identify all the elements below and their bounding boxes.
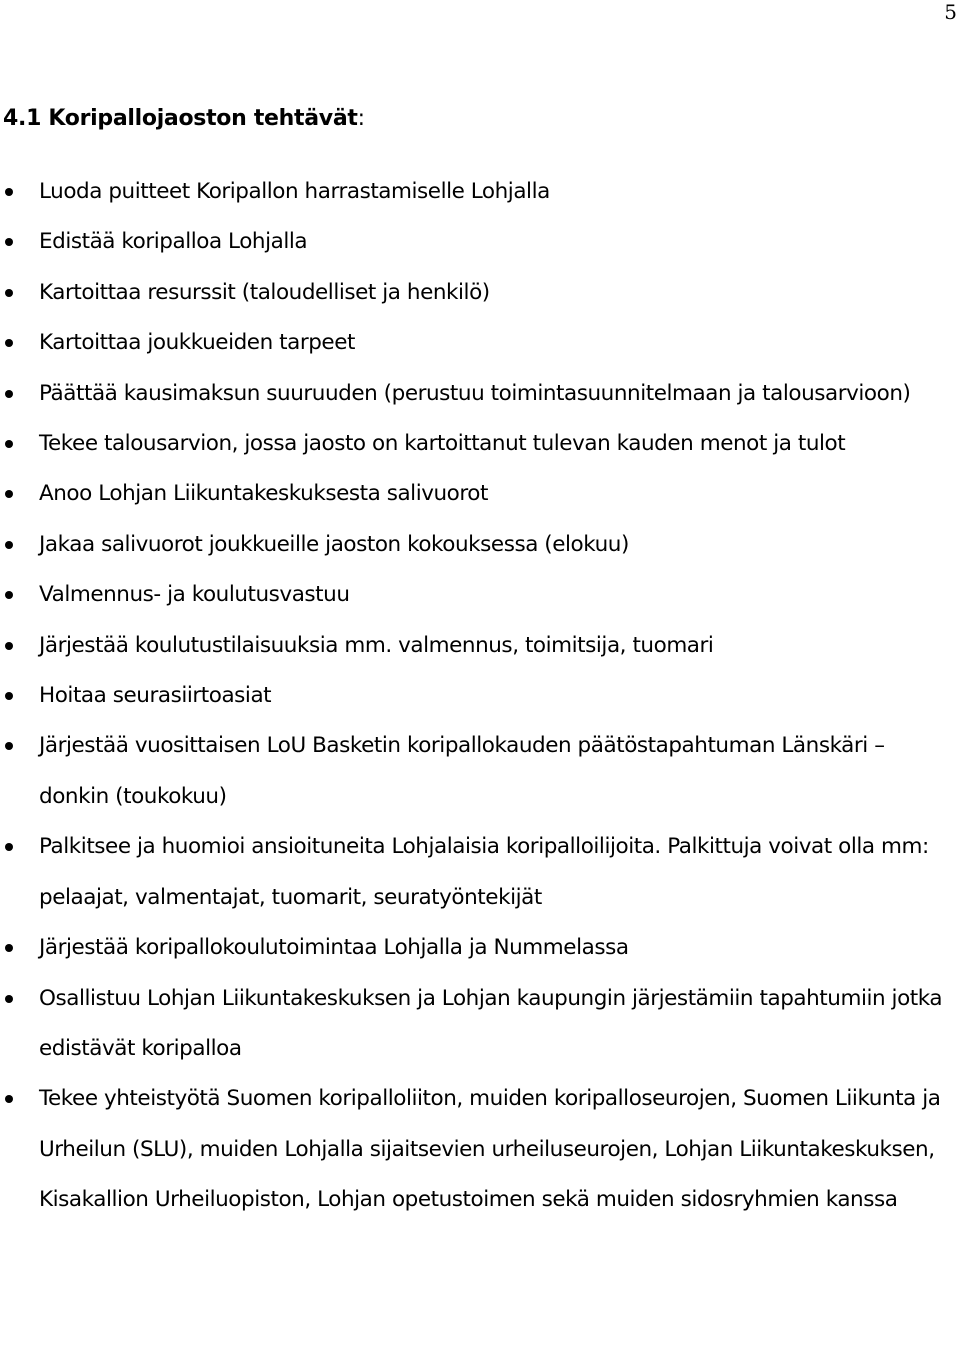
list-item-text: Tekee talousarvion, jossa jaosto on kartoittanut tulevan kauden menot ja tulot [39, 431, 846, 457]
list-item-text: Luoda puitteet Koripallon harrastamiselle Lohjalla [39, 179, 550, 204]
list-item [0, 1074, 958, 1225]
list-item [0, 469, 958, 519]
bullet-icon [5, 1095, 13, 1103]
list-item [0, 621, 958, 671]
list-item-text: Järjestää vuosittaisen LoU Basketin koripallokauden päätöstapahtuman Länskäri –donkin (toukokuu) [39, 733, 885, 809]
list-item-text: Edistää koripalloa Lohjalla [39, 229, 308, 255]
bullet-icon [5, 541, 13, 549]
list-item-text: Palkitsee ja huomioi ansioituneita Lohjalaisia koripalloilijoita. Palkittuja voivat olla mm: pelaajat, valmentajat, tuomarit, seuratyöntekijät [39, 834, 929, 910]
bullet-icon [5, 490, 13, 498]
list-item [0, 974, 958, 1075]
list-item-text: Järjestää koripallokoulutoimintaa Lohjalla ja Nummelassa [39, 935, 629, 961]
list-item [0, 369, 958, 419]
list-item-text: Valmennus- ja koulutusvastuu [39, 582, 350, 608]
list-item [0, 419, 958, 469]
bullet-icon [5, 944, 13, 952]
bullet-icon [5, 390, 13, 398]
list-item-text: Osallistuu Lohjan Liikuntakeskuksen ja Lohjan kaupungin järjestämiin tapahtumiin jotka edistävät koripalloa [39, 985, 943, 1061]
bullet-icon [5, 642, 13, 650]
bullet-icon [5, 995, 13, 1003]
section-heading-colon: : [357, 106, 365, 131]
section-heading [3, 105, 365, 133]
list-item-text: Hoitaa seurasiirtoasiat [39, 683, 272, 709]
bullet-icon [5, 238, 13, 246]
list-item [0, 217, 958, 267]
list-item-text: Kartoittaa joukkueiden tarpeet [39, 330, 355, 356]
bullet-icon [5, 289, 13, 297]
bullet-icon [5, 843, 13, 851]
list-item [0, 318, 958, 368]
list-item-text: Järjestää koulutustilaisuuksia mm. valmennus, toimitsija, tuomari [39, 632, 714, 658]
list-item [0, 167, 958, 217]
list-item [0, 923, 958, 973]
task-list [0, 167, 958, 1226]
section-heading-title: 4.1 Koripallojaoston tehtävät [3, 106, 358, 131]
list-item-text: Kartoittaa resurssit (taloudelliset ja henkilö) [39, 279, 490, 305]
list-item-text: Tekee yhteistyötä Suomen koripalloliiton, muiden koripalloseurojen, Suomen Liikunta ja Urheilun (SLU), muiden Lohjalla sijaitsevien urheiluseurojen, Lohjan Liikuntakeskuksen, Kisakallion Urheiluopiston, Lohjan opetustoimen sekä muiden sidosryhmien kanssa [39, 1086, 941, 1213]
list-item [0, 822, 958, 923]
bullet-icon [5, 591, 13, 599]
page-number: 5 [944, 0, 957, 24]
bullet-icon [5, 742, 13, 750]
bullet-icon [5, 188, 13, 196]
list-item [0, 721, 958, 822]
bullet-icon [5, 692, 13, 700]
list-item [0, 671, 958, 721]
bullet-icon [5, 440, 13, 448]
list-item-text: Jakaa salivuorot joukkueille jaoston kokouksessa (elokuu) [39, 531, 629, 557]
list-item [0, 520, 958, 570]
list-item [0, 570, 958, 620]
bullet-icon [5, 339, 13, 347]
list-item-text: Anoo Lohjan Liikuntakeskuksesta salivuorot [39, 481, 488, 507]
list-item-text: Päättää kausimaksun suuruuden (perustuu toimintasuunnitelmaan ja talousarvioon) [39, 380, 911, 406]
list-item [0, 268, 958, 318]
